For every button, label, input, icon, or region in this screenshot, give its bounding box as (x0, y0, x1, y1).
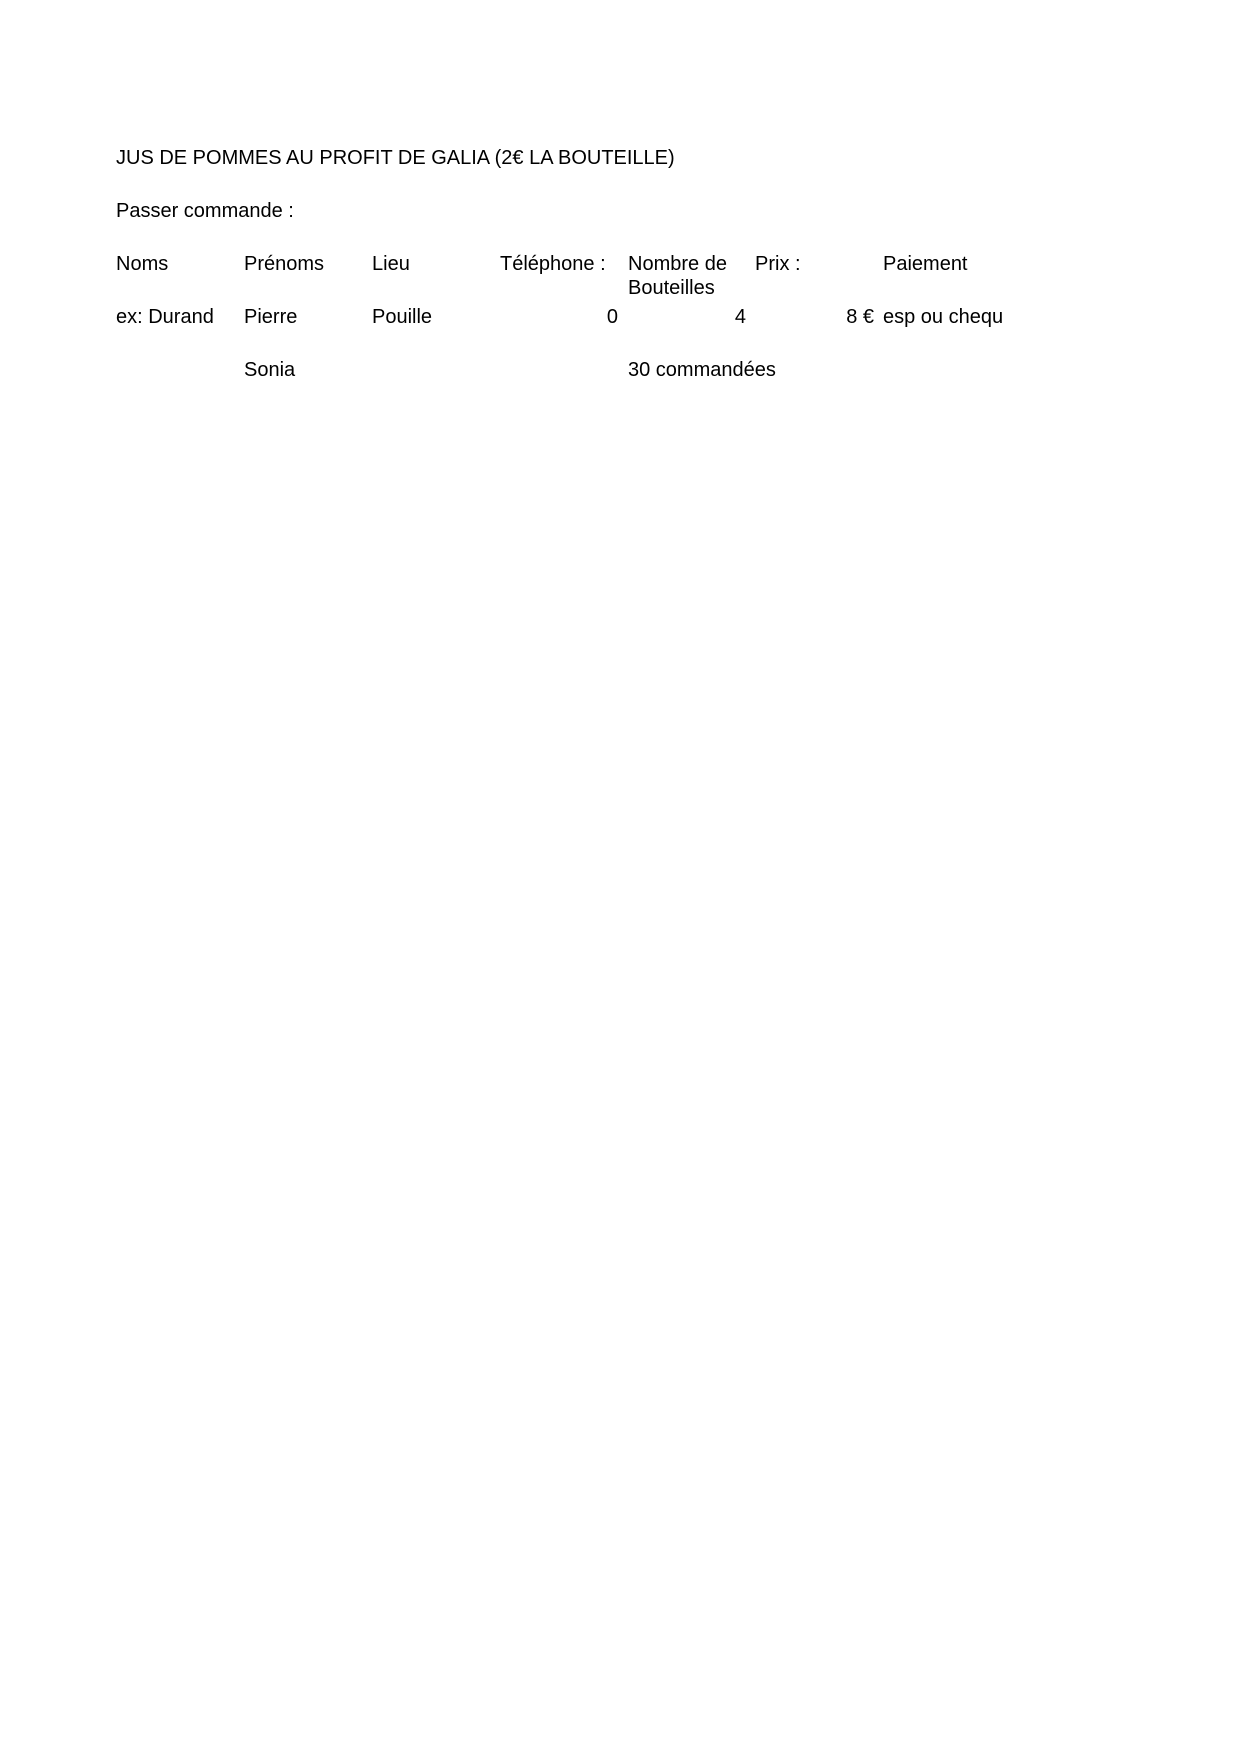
row-2-prenoms: Sonia (244, 359, 296, 381)
row-1-lieu: Pouille (372, 306, 433, 328)
row-2-nombre-bouteilles: 30 commandées (628, 359, 776, 381)
header-prix: Prix : (755, 253, 801, 275)
header-noms: Noms (116, 253, 169, 275)
header-prenoms: Prénoms (244, 253, 325, 275)
header-nombre-bouteilles: Nombre de Bouteilles (628, 253, 727, 299)
order-instruction: Passer commande : (116, 200, 294, 222)
document-title: JUS DE POMMES AU PROFIT DE GALIA (2€ LA BOUTEILLE) (116, 147, 675, 169)
row-1-nombre-bouteilles: 4 (734, 306, 746, 328)
row-1-noms: ex: Durand (116, 306, 214, 328)
row-1-prix: 8 € (846, 306, 874, 328)
header-lieu: Lieu (372, 253, 410, 275)
header-telephone: Téléphone : (500, 253, 606, 275)
row-1-prenoms: Pierre (244, 306, 298, 328)
header-paiement: Paiement (883, 253, 968, 275)
row-1-paiement: esp ou chequ (883, 306, 1004, 328)
row-1-telephone: 0 (606, 306, 618, 328)
